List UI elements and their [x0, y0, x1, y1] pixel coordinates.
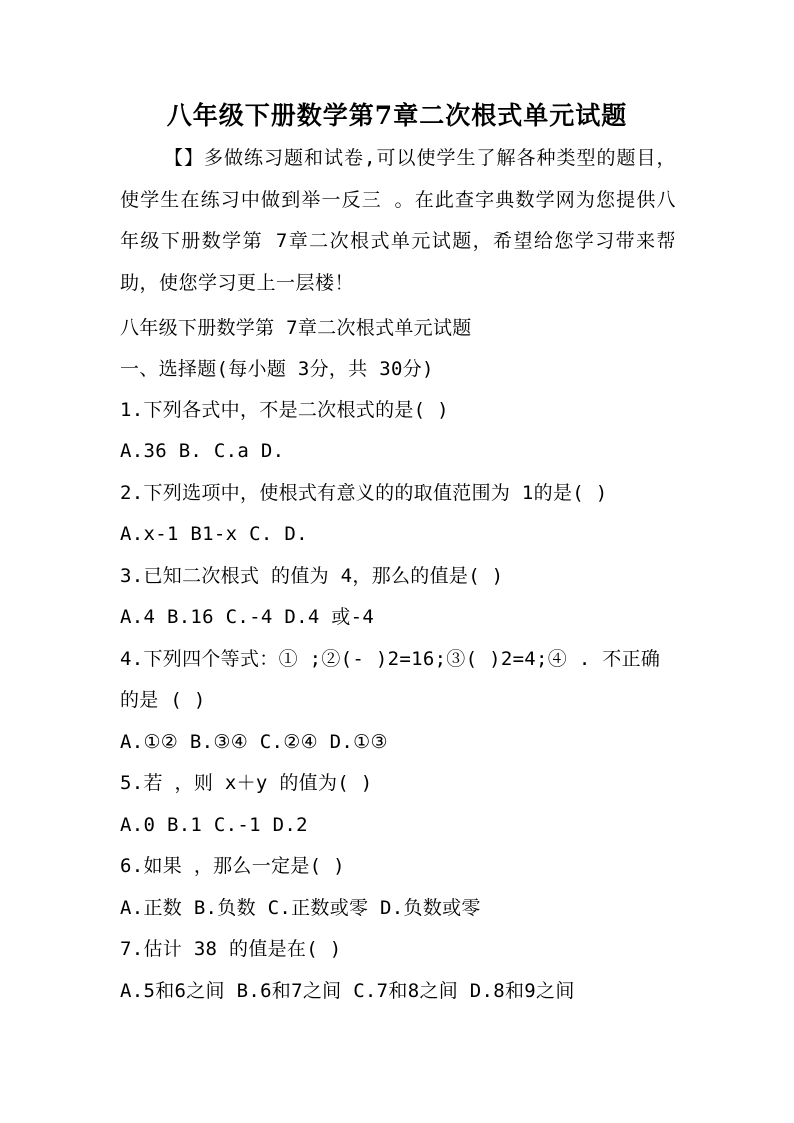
question-7: 7.估计 38 的值是在( ) — [120, 938, 342, 960]
section-heading: 八年级下册数学第 7章二次根式单元试题 — [120, 317, 472, 339]
intro-paragraph: 【】多做练习题和试卷,可以使学生了解各种类型的题目，使学生在练习中做到举一反三 。在此查字典数学网为您提供八年级下册数学第 7章二次根式单元试题，希望给您学习带来帮助，使您学习更上一层楼！ — [120, 147, 676, 295]
part-heading: 一、选择题(每小题 3分，共 30分) — [120, 358, 434, 380]
question-3: 3.已知二次根式 的值为 4，那么的值是( ) — [120, 565, 504, 587]
question-5: 5.若 ，则 x＋y 的值为( ) — [120, 772, 373, 794]
question-1: 1.下列各式中，不是二次根式的是( ) — [120, 399, 449, 421]
options-5: A.0 B.1 C.-1 D.2 — [120, 814, 308, 836]
options-3: A.4 B.16 C.-4 D.4 或-4 — [120, 606, 375, 628]
question-6: 6.如果 ，那么一定是( ) — [120, 855, 345, 877]
options-4: A.①② B.③④ C.②④ D.①③ — [120, 731, 388, 753]
options-2: A.x-1 B1-x C. D. — [120, 523, 308, 545]
question-4: 4.下列四个等式：① ;②(- )2=16;③( )2=4;④ . 不正确 — [120, 648, 661, 670]
options-7: A.5和6之间 B.6和7之间 C.7和8之间 D.8和9之间 — [120, 980, 575, 1002]
document-title: 八年级下册数学第7章二次根式单元试题 — [166, 101, 628, 130]
options-1: A.36 B. C.a D. — [120, 440, 285, 462]
question-4-cont: 的是 ( ) — [120, 689, 206, 711]
question-2: 2.下列选项中，使根式有意义的的取值范围为 1的是( ) — [120, 482, 608, 504]
options-6: A.正数 B.负数 C.正数或零 D.负数或零 — [120, 897, 481, 919]
